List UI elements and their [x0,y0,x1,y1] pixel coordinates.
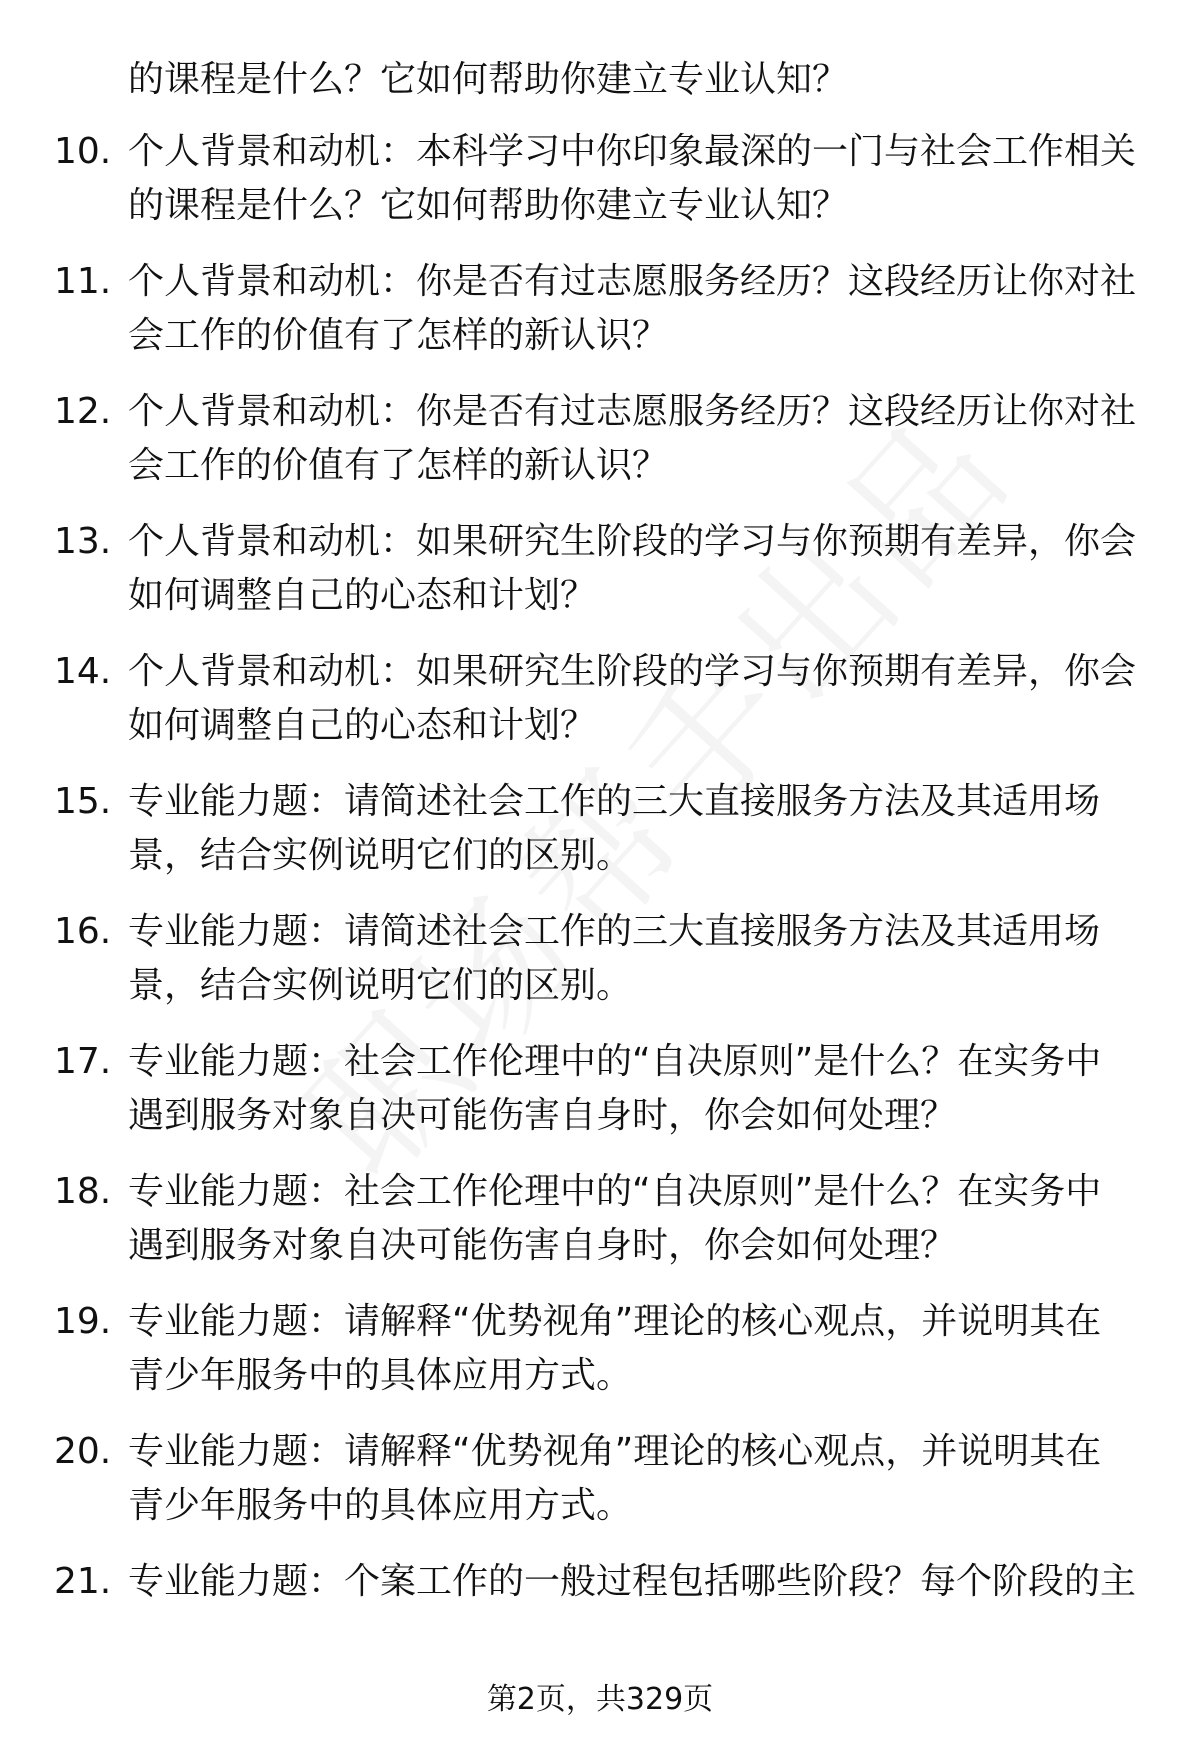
question-text-line2: 景，结合实例说明它们的区别。 [128,965,633,1006]
question-item [0,1168,1200,1278]
question-item [0,778,1200,888]
question-number: 15. [54,781,112,822]
question-item [0,1558,1200,1668]
question-text-line1: 专业能力题：社会工作伦理中的“自决原则”是什么？在实务中 [128,1171,1102,1212]
question-text-line1: 个人背景和动机：你是否有过志愿服务经历？这段经历让你对社 [128,391,1137,432]
question-number: 16. [54,911,112,952]
question-item [0,908,1200,1018]
question-text-line1: 专业能力题：请解释“优势视角”理论的核心观点，并说明其在 [128,1301,1102,1342]
question-item [0,1298,1200,1408]
question-text-line1: 个人背景和动机：如果研究生阶段的学习与你预期有差异，你会 [128,651,1137,692]
question-item [0,1428,1200,1538]
question-text-line2: 遇到服务对象自决可能伤害自身时，你会如何处理？ [128,1095,957,1136]
question-number: 11. [54,261,112,302]
question-text-line2: 会工作的价值有了怎样的新认识？ [128,445,669,486]
question-text-line1: 个人背景和动机：你是否有过志愿服务经历？这段经历让你对社 [128,261,1137,302]
question-number: 12. [54,391,112,432]
question-text-line1: 专业能力题：社会工作伦理中的“自决原则”是什么？在实务中 [128,1041,1102,1082]
carryover-line: 的课程是什么？它如何帮助你建立专业认知？ [128,59,849,100]
question-text-line1: 专业能力题：个案工作的一般过程包括哪些阶段？每个阶段的主 [128,1561,1137,1602]
question-number: 19. [54,1301,112,1342]
question-item [0,258,1200,368]
question-text-line2: 的课程是什么？它如何帮助你建立专业认知？ [128,185,849,226]
question-text-line2: 如何调整自己的心态和计划？ [128,705,597,746]
question-text-line1: 专业能力题：请解释“优势视角”理论的核心观点，并说明其在 [128,1431,1102,1472]
question-text-line2: 青少年服务中的具体应用方式。 [128,1485,633,1526]
question-item [0,518,1200,628]
question-number: 18. [54,1171,112,1212]
question-number: 13. [54,521,112,562]
question-number: 21. [54,1561,112,1602]
question-item [0,1038,1200,1148]
question-text-line1: 个人背景和动机：如果研究生阶段的学习与你预期有差异，你会 [128,521,1137,562]
question-text-line2: 景，结合实例说明它们的区别。 [128,835,633,876]
question-text-line2: 会工作的价值有了怎样的新认识？ [128,315,669,356]
question-text-line1: 个人背景和动机：本科学习中你印象最深的一门与社会工作相关 [128,131,1137,172]
question-text-line1: 专业能力题：请简述社会工作的三大直接服务方法及其适用场 [128,781,1101,822]
question-number: 20. [54,1431,112,1472]
question-number: 14. [54,651,112,692]
question-item [0,648,1200,758]
question-text-line2: 如何调整自己的心态和计划？ [128,575,597,616]
question-text-line2: 遇到服务对象自决可能伤害自身时，你会如何处理？ [128,1225,957,1266]
question-item [0,388,1200,498]
question-number: 17. [54,1041,112,1082]
question-item [0,128,1200,238]
question-text-line1: 专业能力题：请简述社会工作的三大直接服务方法及其适用场 [128,911,1101,952]
page-footer: 第2页，共329页 [486,1682,714,1717]
question-text-line2: 青少年服务中的具体应用方式。 [128,1355,633,1396]
question-number: 10. [54,131,112,172]
